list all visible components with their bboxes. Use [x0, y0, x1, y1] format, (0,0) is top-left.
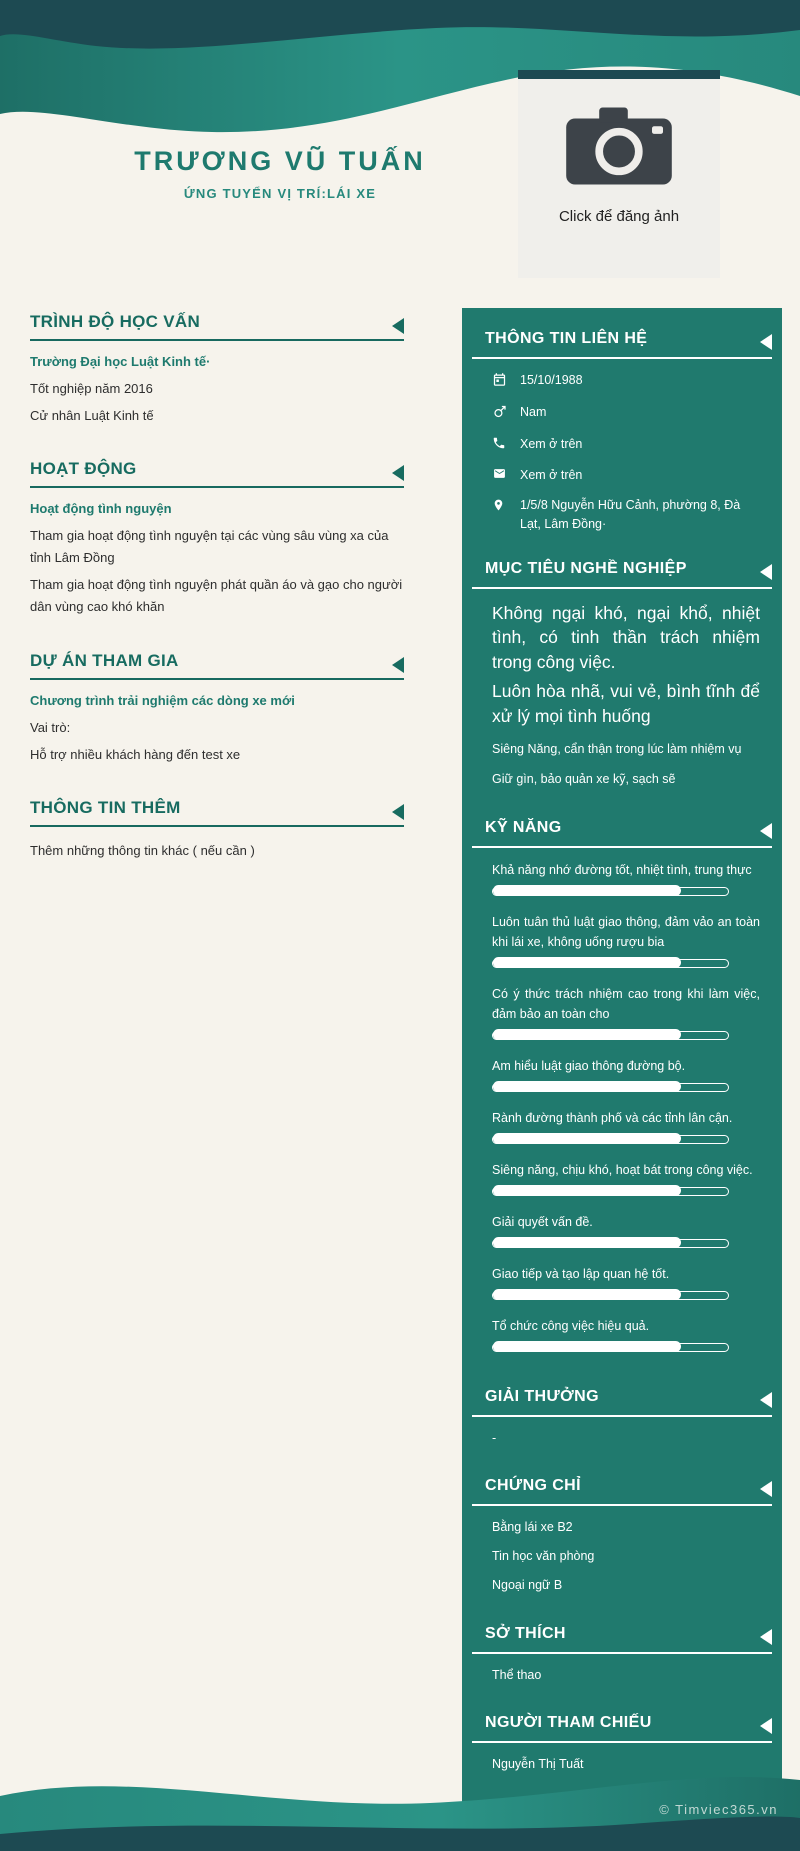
section-header: [30, 312, 404, 341]
skill-item: [492, 1108, 760, 1144]
skill-bar-fill: [493, 1237, 681, 1248]
skill-label: Rành đường thành phố và các tỉnh lân cận.: [492, 1110, 733, 1125]
education-line: Tốt nghiệp năm 2016: [30, 381, 153, 396]
section-arrow-icon: [392, 318, 404, 334]
section-arrow-icon: [760, 823, 772, 839]
contact-gender: Nam: [520, 405, 547, 419]
skill-bar: [492, 1187, 729, 1196]
objective-line-small: Siêng Năng, cẩn thận trong lúc làm nhiệm vụ: [492, 741, 742, 756]
education-line: Cử nhân Luật Kinh tế: [30, 408, 154, 424]
award-item: -: [492, 1430, 497, 1445]
section-header: [472, 324, 772, 359]
awards-list: [492, 1429, 760, 1448]
header-block: [55, 146, 505, 201]
section-arrow-icon: [760, 1481, 772, 1497]
skill-label: Khả năng nhớ đường tốt, nhiệt tình, trung thực: [492, 862, 752, 877]
objective-line-large: Luôn hòa nhã, vui vẻ, bình tĩnh để xử lý mọi tình huống: [492, 681, 760, 726]
contact-row: [492, 403, 760, 424]
skill-item: [492, 1160, 760, 1196]
section-header: [472, 1708, 772, 1743]
section-arrow-icon: [760, 564, 772, 580]
section-header: [472, 554, 772, 589]
section-title: KỸ NĂNG: [485, 818, 562, 836]
phone-icon: [492, 436, 508, 455]
gender-icon: [492, 404, 508, 424]
skill-bar-fill: [493, 957, 681, 968]
reference-item: Nguyễn Thị Tuất: [492, 1757, 584, 1772]
section-title: DỰ ÁN THAM GIA: [30, 650, 179, 670]
contact-address: 1/5/8 Nguyễn Hữu Cảnh, phường 8, Đà Lạt, Lâm Đồng·: [520, 498, 741, 531]
section-arrow-icon: [760, 1392, 772, 1408]
objective-line-small: Giữ gìn, bảo quản xe kỹ, sạch sẽ: [492, 771, 676, 786]
section-header: [30, 798, 404, 827]
hobbies-list: [492, 1666, 760, 1685]
contact-row: [492, 371, 760, 392]
section-additional-info: [30, 798, 404, 862]
education-school: Trường Đại học Luật Kinh tế·: [30, 354, 211, 369]
section-arrow-icon: [392, 465, 404, 481]
section-title: NGƯỜI THAM CHIẾU: [485, 1714, 652, 1732]
certificates-list: [492, 1518, 760, 1594]
skill-label: Giải quyết vấn đề.: [492, 1214, 593, 1229]
skill-label: Siêng năng, chịu khó, hoạt bát trong công việc.: [492, 1162, 753, 1177]
skill-bar: [492, 959, 729, 968]
activity-line: Tham gia hoạt động tình nguyện phát quần áo và gạo cho người dân vùng cao khó khăn: [30, 577, 403, 615]
camera-icon: [564, 105, 674, 192]
section-projects: [30, 651, 404, 766]
objective-line-large: Không ngại khó, ngại khổ, nhiệt tình, có tinh thần trách nhiệm trong công việc.: [492, 602, 760, 673]
skill-item: [492, 1212, 760, 1248]
contact-row: [492, 466, 760, 485]
section-title: HOẠT ĐỘNG: [30, 459, 137, 479]
skill-item: [492, 912, 760, 968]
skill-bar-fill: [493, 1289, 681, 1300]
skill-bar: [492, 1239, 729, 1248]
site-watermark: © Timviec365.vn: [659, 1802, 778, 1817]
skill-item: [492, 1264, 760, 1300]
section-certificates: [462, 1471, 782, 1594]
section-contact: [462, 324, 782, 534]
left-column: [30, 312, 404, 894]
certificate-item: Tin học văn phòng: [492, 1549, 595, 1564]
hobby-item: Thể thao: [492, 1667, 542, 1682]
skill-item: [492, 1056, 760, 1092]
certificate-item: Bằng lái xe B2: [492, 1520, 573, 1535]
section-skills: [462, 813, 782, 1352]
section-header: [472, 1471, 772, 1506]
section-title: THÔNG TIN LIÊN HỆ: [485, 330, 648, 347]
section-activities: [30, 459, 404, 618]
project-line: Hỗ trợ nhiều khách hàng đến test xe: [30, 746, 241, 762]
section-header: [472, 1619, 772, 1654]
skill-label: Giao tiếp và tạo lập quan hệ tốt.: [492, 1266, 670, 1281]
section-title: CHỨNG CHỈ: [485, 1477, 581, 1495]
skill-bar: [492, 1031, 729, 1040]
skill-bar: [492, 1083, 729, 1092]
section-title: TRÌNH ĐỘ HỌC VẤN: [30, 312, 201, 331]
section-title: MỤC TIÊU NGHỀ NGHIỆP: [485, 559, 687, 577]
candidate-name: TRƯƠNG VŨ TUẤN: [134, 146, 426, 176]
objective-text: [492, 601, 760, 789]
skill-bar-fill: [493, 1133, 681, 1144]
skill-bar-fill: [493, 1081, 681, 1092]
skill-label: Am hiểu luật giao thông đường bộ.: [492, 1058, 686, 1073]
skill-item: [492, 1316, 760, 1352]
section-header: [472, 1382, 772, 1417]
section-arrow-icon: [760, 1629, 772, 1645]
section-arrow-icon: [392, 804, 404, 820]
section-title: SỞ THÍCH: [485, 1624, 566, 1642]
section-title: THÔNG TIN THÊM: [30, 797, 181, 817]
skill-bar-fill: [493, 1341, 681, 1352]
contact-list: [492, 371, 760, 534]
photo-upload-area[interactable]: [518, 70, 720, 278]
skill-bar-fill: [493, 1029, 681, 1040]
right-column: [462, 308, 782, 1814]
skill-label: Luôn tuân thủ luật giao thông, đảm vảo an toàn khi lái xe, không uống rượu bia: [492, 914, 760, 949]
section-education: [30, 312, 404, 427]
additional-line: Thêm những thông tin khác ( nếu cần ): [30, 842, 255, 858]
skill-item: [492, 984, 760, 1040]
section-arrow-icon: [760, 1718, 772, 1734]
project-line: Vai trò:: [30, 719, 71, 735]
skill-item: [492, 860, 760, 896]
applied-position: ỨNG TUYỂN VỊ TRÍ:LÁI XE: [183, 186, 377, 201]
section-arrow-icon: [760, 334, 772, 350]
photo-upload-label[interactable]: Click để đăng ảnh: [558, 208, 680, 225]
calendar-icon: [492, 372, 508, 392]
photo-top-strip: [518, 70, 720, 79]
skill-bar: [492, 1135, 729, 1144]
skill-label: Có ý thức trách nhiệm cao trong khi làm việc, đảm bảo an toàn cho: [492, 986, 760, 1021]
contact-phone: Xem ở trên: [520, 437, 583, 451]
activity-heading: Hoạt động tình nguyện: [30, 501, 172, 517]
section-arrow-icon: [392, 657, 404, 673]
contact-row: [492, 435, 760, 455]
skill-bar: [492, 1291, 729, 1300]
section-hobbies: [462, 1619, 782, 1685]
section-awards: [462, 1382, 782, 1448]
skills-list: [492, 860, 760, 1352]
skill-bar-fill: [493, 1185, 681, 1196]
section-header: [472, 813, 772, 848]
skill-bar: [492, 887, 729, 896]
skill-bar: [492, 1343, 729, 1352]
section-title: GIẢI THƯỞNG: [485, 1387, 599, 1405]
location-icon: [492, 497, 508, 518]
contact-birthdate: 15/10/1988: [520, 373, 583, 387]
email-icon: [492, 467, 508, 485]
skill-label: Tổ chức công việc hiệu quả.: [492, 1318, 650, 1333]
section-objective: [462, 554, 782, 789]
section-header: [30, 651, 404, 680]
certificate-item: Ngoại ngữ B: [492, 1577, 563, 1592]
project-heading: Chương trình trải nghiệm các dòng xe mới: [30, 692, 295, 708]
skill-bar-fill: [493, 885, 681, 896]
section-header: [30, 459, 404, 488]
contact-email: Xem ở trên: [520, 468, 583, 482]
contact-row: [492, 496, 760, 534]
activity-line: Tham gia hoạt động tình nguyện tại các vùng sâu vùng xa của tỉnh Lâm Đồng: [30, 528, 389, 566]
